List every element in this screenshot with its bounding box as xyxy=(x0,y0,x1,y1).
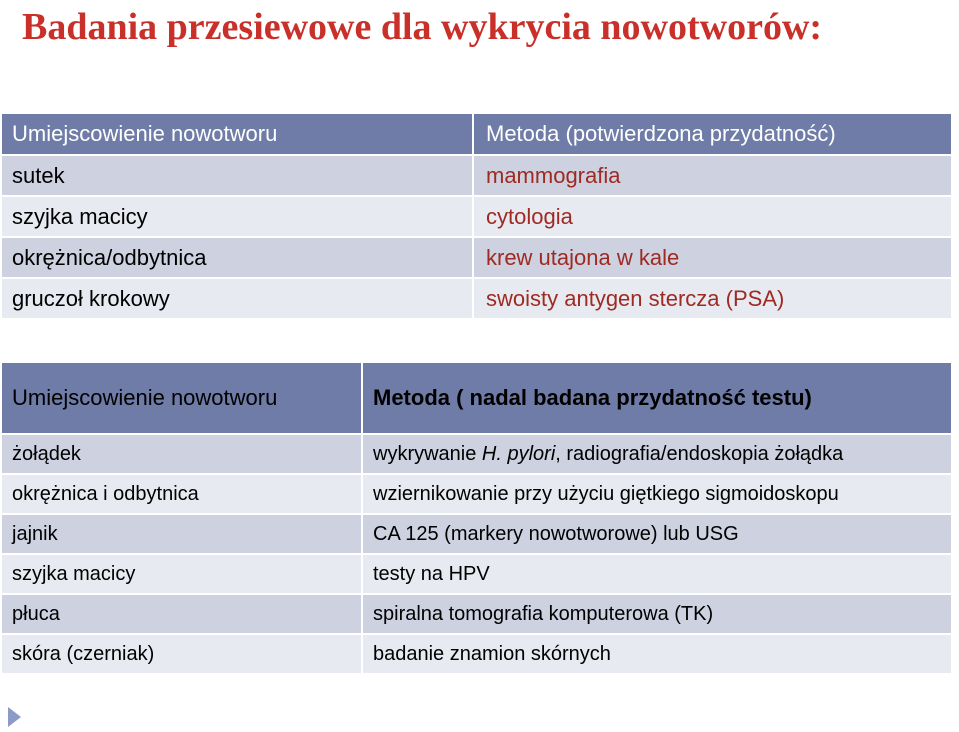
table-row xyxy=(2,279,951,318)
cell-method: wziernikowanie przy użyciu giętkiego sigmoidoskopu xyxy=(363,475,951,513)
header-method: Metoda (potwierdzona przydatność) xyxy=(474,114,951,154)
cell-method-part: wykrywanie xyxy=(373,442,482,465)
cell-location: okrężnica/odbytnica xyxy=(2,238,472,277)
cell-location: szyjka macicy xyxy=(2,555,361,593)
cell-method-part: , radiografia/endoskopia żołądka xyxy=(555,442,844,465)
cell-location: jajnik xyxy=(2,515,361,553)
cell-location: szyjka macicy xyxy=(2,197,472,236)
table-row xyxy=(2,515,951,553)
cell-method-italic: H. pylori xyxy=(481,442,556,465)
cell-method: spiralna tomografia komputerowa (TK) xyxy=(363,595,951,633)
cell-location: okrężnica i odbytnica xyxy=(2,475,361,513)
investigational-methods-table xyxy=(0,361,953,675)
table-row xyxy=(2,475,951,513)
table-row xyxy=(2,635,951,673)
cell-location: płuca xyxy=(2,595,361,633)
cell-location: gruczoł krokowy xyxy=(2,279,472,318)
table-row xyxy=(2,156,951,195)
table-row xyxy=(2,238,951,277)
cell-method: swoisty antygen stercza (PSA) xyxy=(474,279,951,318)
table-row xyxy=(2,197,951,236)
slide-title: Badania przesiewowe dla wykrycia nowotworów: xyxy=(22,6,823,48)
cell-method xyxy=(363,435,951,473)
cell-method: testy na HPV xyxy=(363,555,951,593)
table-row xyxy=(2,595,951,633)
table-header xyxy=(2,114,951,154)
confirmed-methods-table xyxy=(0,112,953,320)
cell-location: sutek xyxy=(2,156,472,195)
header-method: Metoda ( nadal badana przydatność testu) xyxy=(363,363,951,433)
header-location: Umiejscowienie nowotworu xyxy=(2,114,472,154)
cell-method: krew utajona w kale xyxy=(474,238,951,277)
cell-method: badanie znamion skórnych xyxy=(363,635,951,673)
cell-method: mammografia xyxy=(474,156,951,195)
cell-location: żołądek xyxy=(2,435,361,473)
cell-method: cytologia xyxy=(474,197,951,236)
cell-method: CA 125 (markery nowotworowe) lub USG xyxy=(363,515,951,553)
cell-location: skóra (czerniak) xyxy=(2,635,361,673)
triangle-arrow-icon xyxy=(8,707,21,727)
header-location: Umiejscowienie nowotworu xyxy=(2,363,361,433)
table-row xyxy=(2,435,951,473)
table-row xyxy=(2,555,951,593)
table-header xyxy=(2,363,951,433)
